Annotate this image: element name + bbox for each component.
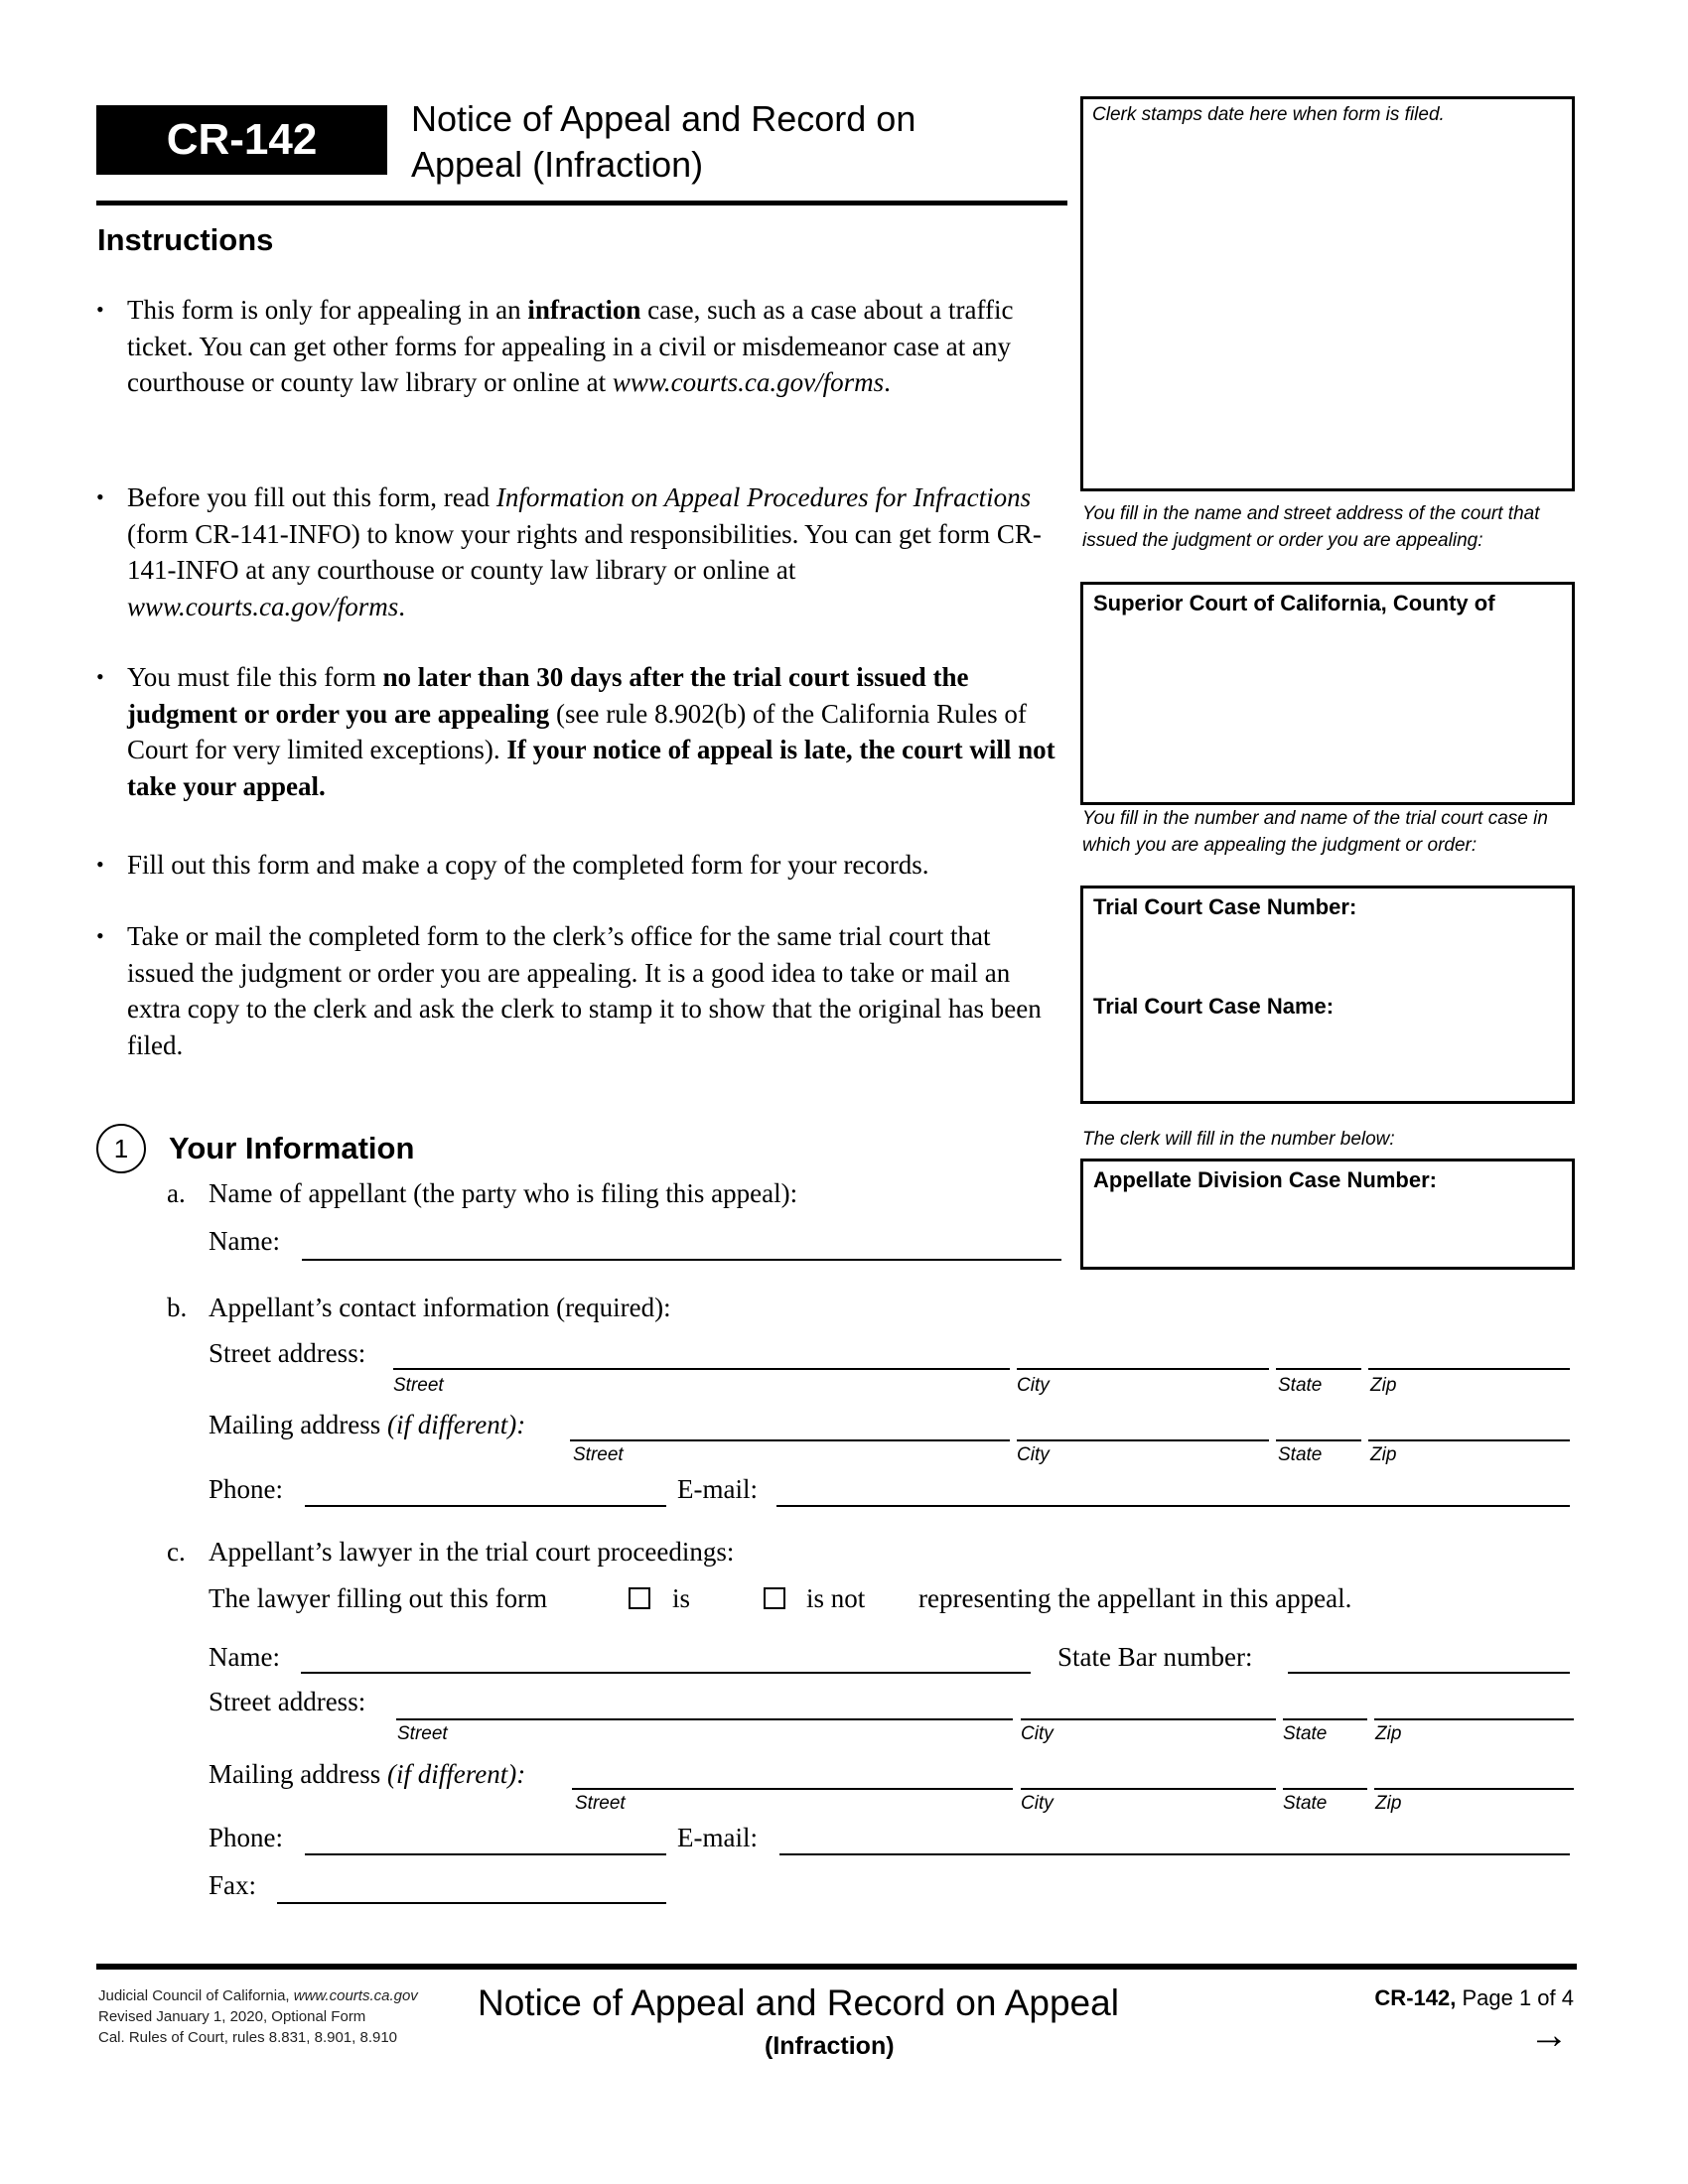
title-line-1: Notice of Appeal and Record on xyxy=(411,98,916,139)
zip-sublabel: Zip xyxy=(1375,1793,1402,1814)
lawyer-mailing-zip-input[interactable] xyxy=(1374,1788,1574,1790)
footer-line-1 xyxy=(98,1985,418,2006)
lawyer-mailing-state-input[interactable] xyxy=(1283,1788,1367,1790)
street-address-label: Street address: xyxy=(209,1338,366,1368)
lawyer-city-input[interactable] xyxy=(1021,1718,1276,1720)
court-hint: You fill in the name and street address of the court that issued the judgment or order you are appealing: xyxy=(1082,503,1540,551)
item-b-letter: b. xyxy=(167,1293,188,1322)
mailing-street-input[interactable] xyxy=(570,1439,1010,1441)
emphasis: infraction xyxy=(527,295,641,325)
next-page-arrow-icon[interactable]: → xyxy=(1529,2013,1569,2057)
court-label: Superior Court of California, County of xyxy=(1093,591,1495,615)
street-input[interactable] xyxy=(393,1368,1010,1370)
zip-sublabel: Zip xyxy=(1370,1375,1397,1396)
footer-page-info xyxy=(1374,1985,1574,2011)
fax-input[interactable] xyxy=(277,1902,666,1904)
footer-title: Notice of Appeal and Record on Appeal xyxy=(478,1982,1119,2023)
city-input[interactable] xyxy=(1017,1368,1269,1370)
case-hint: You fill in the number and name of the trial court case in which you are appealing the judgment or order: xyxy=(1082,808,1548,856)
is-not-label: is not xyxy=(806,1583,866,1613)
lawyer-street-label: Street address: xyxy=(209,1687,366,1716)
street-sublabel: Street xyxy=(393,1375,444,1396)
instruction-item xyxy=(127,292,1057,401)
instruction-item xyxy=(127,479,1057,624)
state-bar-input[interactable] xyxy=(1288,1672,1570,1674)
street-sublabel: Street xyxy=(397,1723,448,1744)
state-sublabel: State xyxy=(1283,1793,1328,1814)
city-sublabel: City xyxy=(1017,1375,1050,1396)
header-rule xyxy=(96,201,1067,205)
text: . xyxy=(398,591,406,621)
mailing-address-label xyxy=(209,1410,525,1440)
section-number-badge: 1 xyxy=(96,1124,146,1173)
appellant-name-input[interactable] xyxy=(302,1259,1061,1261)
appellate-case-label: Appellate Division Case Number: xyxy=(1093,1167,1437,1192)
lawyer-phone-label: Phone: xyxy=(209,1823,284,1852)
representing-text: representing the appellant in this appeal. xyxy=(918,1583,1352,1613)
footer-line-3: Cal. Rules of Court, rules 8.831, 8.901, 8.910 xyxy=(98,2029,398,2046)
is-checkbox[interactable] xyxy=(629,1587,650,1609)
item-b-text: Appellant’s contact information (required): xyxy=(209,1293,671,1322)
lawyer-state-input[interactable] xyxy=(1283,1718,1367,1720)
lawyer-mailing-label xyxy=(209,1759,525,1790)
forms-link[interactable]: www.courts.ca.gov/forms xyxy=(612,367,885,397)
mailing-state-input[interactable] xyxy=(1276,1439,1361,1441)
footer-line-2: Revised January 1, 2020, Optional Form xyxy=(98,2008,366,2025)
appellate-hint: The clerk will fill in the number below: xyxy=(1082,1129,1395,1150)
mailing-city-input[interactable] xyxy=(1017,1439,1269,1441)
clerk-stamp-label: Clerk stamps date here when form is filed. xyxy=(1092,104,1445,125)
text: . xyxy=(884,367,891,397)
appellate-case-box xyxy=(1080,1159,1575,1270)
trial-case-number-label: Trial Court Case Number: xyxy=(1093,894,1357,919)
form-number-badge: CR-142 xyxy=(96,105,387,175)
section-title: Your Information xyxy=(169,1131,415,1165)
state-sublabel: State xyxy=(1283,1723,1328,1744)
text: This form is only for appealing in an xyxy=(127,295,528,325)
footer-rule xyxy=(96,1964,1577,1970)
street-sublabel: Street xyxy=(573,1444,624,1465)
mailing-zip-input[interactable] xyxy=(1368,1439,1570,1441)
street-sublabel: Street xyxy=(575,1793,626,1814)
mailing-label-text: Mailing address xyxy=(209,1759,387,1789)
lawyer-text: The lawyer filling out this form xyxy=(209,1583,548,1613)
trial-case-name-label: Trial Court Case Name: xyxy=(1093,994,1335,1019)
zip-sublabel: Zip xyxy=(1370,1444,1397,1465)
instruction-item xyxy=(127,659,1057,804)
is-label: is xyxy=(672,1583,691,1613)
lawyer-phone-input[interactable] xyxy=(305,1853,666,1855)
phone-input[interactable] xyxy=(305,1505,666,1507)
text: (see rule 8.902(b) of the California Rules of Court for very limited exceptions). xyxy=(127,698,1027,764)
page-title xyxy=(411,96,1047,188)
text: case, such as a case about a traffic ticket. You can get other forms for appealing in a civil or misdemeanor case at any courthouse or county law library or online at xyxy=(127,295,1014,397)
lawyer-mailing-street-input[interactable] xyxy=(572,1788,1013,1790)
title-line-2: Appeal (Infraction) xyxy=(411,144,704,185)
lawyer-email-input[interactable] xyxy=(779,1853,1570,1855)
footer-info xyxy=(98,1985,418,2048)
state-sublabel: State xyxy=(1278,1444,1323,1465)
state-sublabel: State xyxy=(1278,1375,1323,1396)
emphasis: If your notice of appeal is late, the court will not take your appeal. xyxy=(127,735,1055,801)
is-not-checkbox[interactable] xyxy=(764,1587,785,1609)
email-label: E-mail: xyxy=(677,1474,758,1504)
state-input[interactable] xyxy=(1276,1368,1361,1370)
name-label: Name: xyxy=(209,1226,280,1256)
text: You must file this form xyxy=(127,662,383,692)
item-c-text: Appellant’s lawyer in the trial court proceedings: xyxy=(209,1537,735,1567)
item-a-text: Name of appellant (the party who is filing this appeal): xyxy=(209,1178,798,1208)
mailing-note: (if different): xyxy=(386,1759,526,1789)
lawyer-street-input[interactable] xyxy=(396,1718,1013,1720)
emphasis: no later than 30 days after the trial court issued the judgment or order you are appealing xyxy=(127,662,969,729)
instructions-heading: Instructions xyxy=(97,222,274,257)
footer-council: Judicial Council of California, xyxy=(98,1987,294,2004)
text: (form CR-141-INFO) to know your rights and responsibilities. You can get form CR-141-INFO at any courthouse or county law library or online at xyxy=(127,518,1042,585)
item-c-letter: c. xyxy=(167,1537,186,1567)
city-sublabel: City xyxy=(1017,1444,1050,1465)
instruction-item: • Fill out this form and make a copy of the completed form for your records. xyxy=(127,847,1057,884)
instruction-item: • Take or mail the completed form to the clerk’s office for the same trial court that issued the judgment or order you are appealing. It is a good idea to take or mail an extra copy to the clerk and ask the clerk to stamp it to show that the original has been filed. xyxy=(127,918,1057,1063)
item-a-letter: a. xyxy=(167,1178,186,1208)
footer-subtitle: (Infraction) xyxy=(765,2032,895,2060)
email-input[interactable] xyxy=(776,1505,1570,1507)
form-title: Information on Appeal Procedures for Infractions xyxy=(495,482,1032,512)
lawyer-name-label: Name: xyxy=(209,1642,280,1672)
forms-link[interactable]: www.courts.ca.gov/forms xyxy=(127,591,399,621)
lawyer-name-input[interactable] xyxy=(301,1672,1031,1674)
text: Before you fill out this form, read xyxy=(127,482,496,512)
trial-case-box[interactable] xyxy=(1080,886,1575,1104)
lawyer-zip-input[interactable] xyxy=(1374,1718,1574,1720)
clerk-stamp-box xyxy=(1080,96,1575,491)
zip-input[interactable] xyxy=(1368,1368,1570,1370)
footer-url: www.courts.ca.gov xyxy=(293,1987,418,2004)
footer-form-number: CR-142, xyxy=(1374,1985,1457,2010)
footer-page-number: Page 1 of 4 xyxy=(1456,1985,1574,2010)
city-sublabel: City xyxy=(1021,1723,1054,1744)
court-name-field[interactable] xyxy=(1080,582,1575,805)
lawyer-email-label: E-mail: xyxy=(677,1823,758,1852)
zip-sublabel: Zip xyxy=(1375,1723,1402,1744)
city-sublabel: City xyxy=(1021,1793,1054,1814)
state-bar-label: State Bar number: xyxy=(1057,1642,1253,1672)
phone-label: Phone: xyxy=(209,1474,284,1504)
fax-label: Fax: xyxy=(209,1870,257,1900)
mailing-label-text: Mailing address xyxy=(209,1410,387,1439)
mailing-note: (if different): xyxy=(386,1410,526,1439)
lawyer-mailing-city-input[interactable] xyxy=(1021,1788,1276,1790)
